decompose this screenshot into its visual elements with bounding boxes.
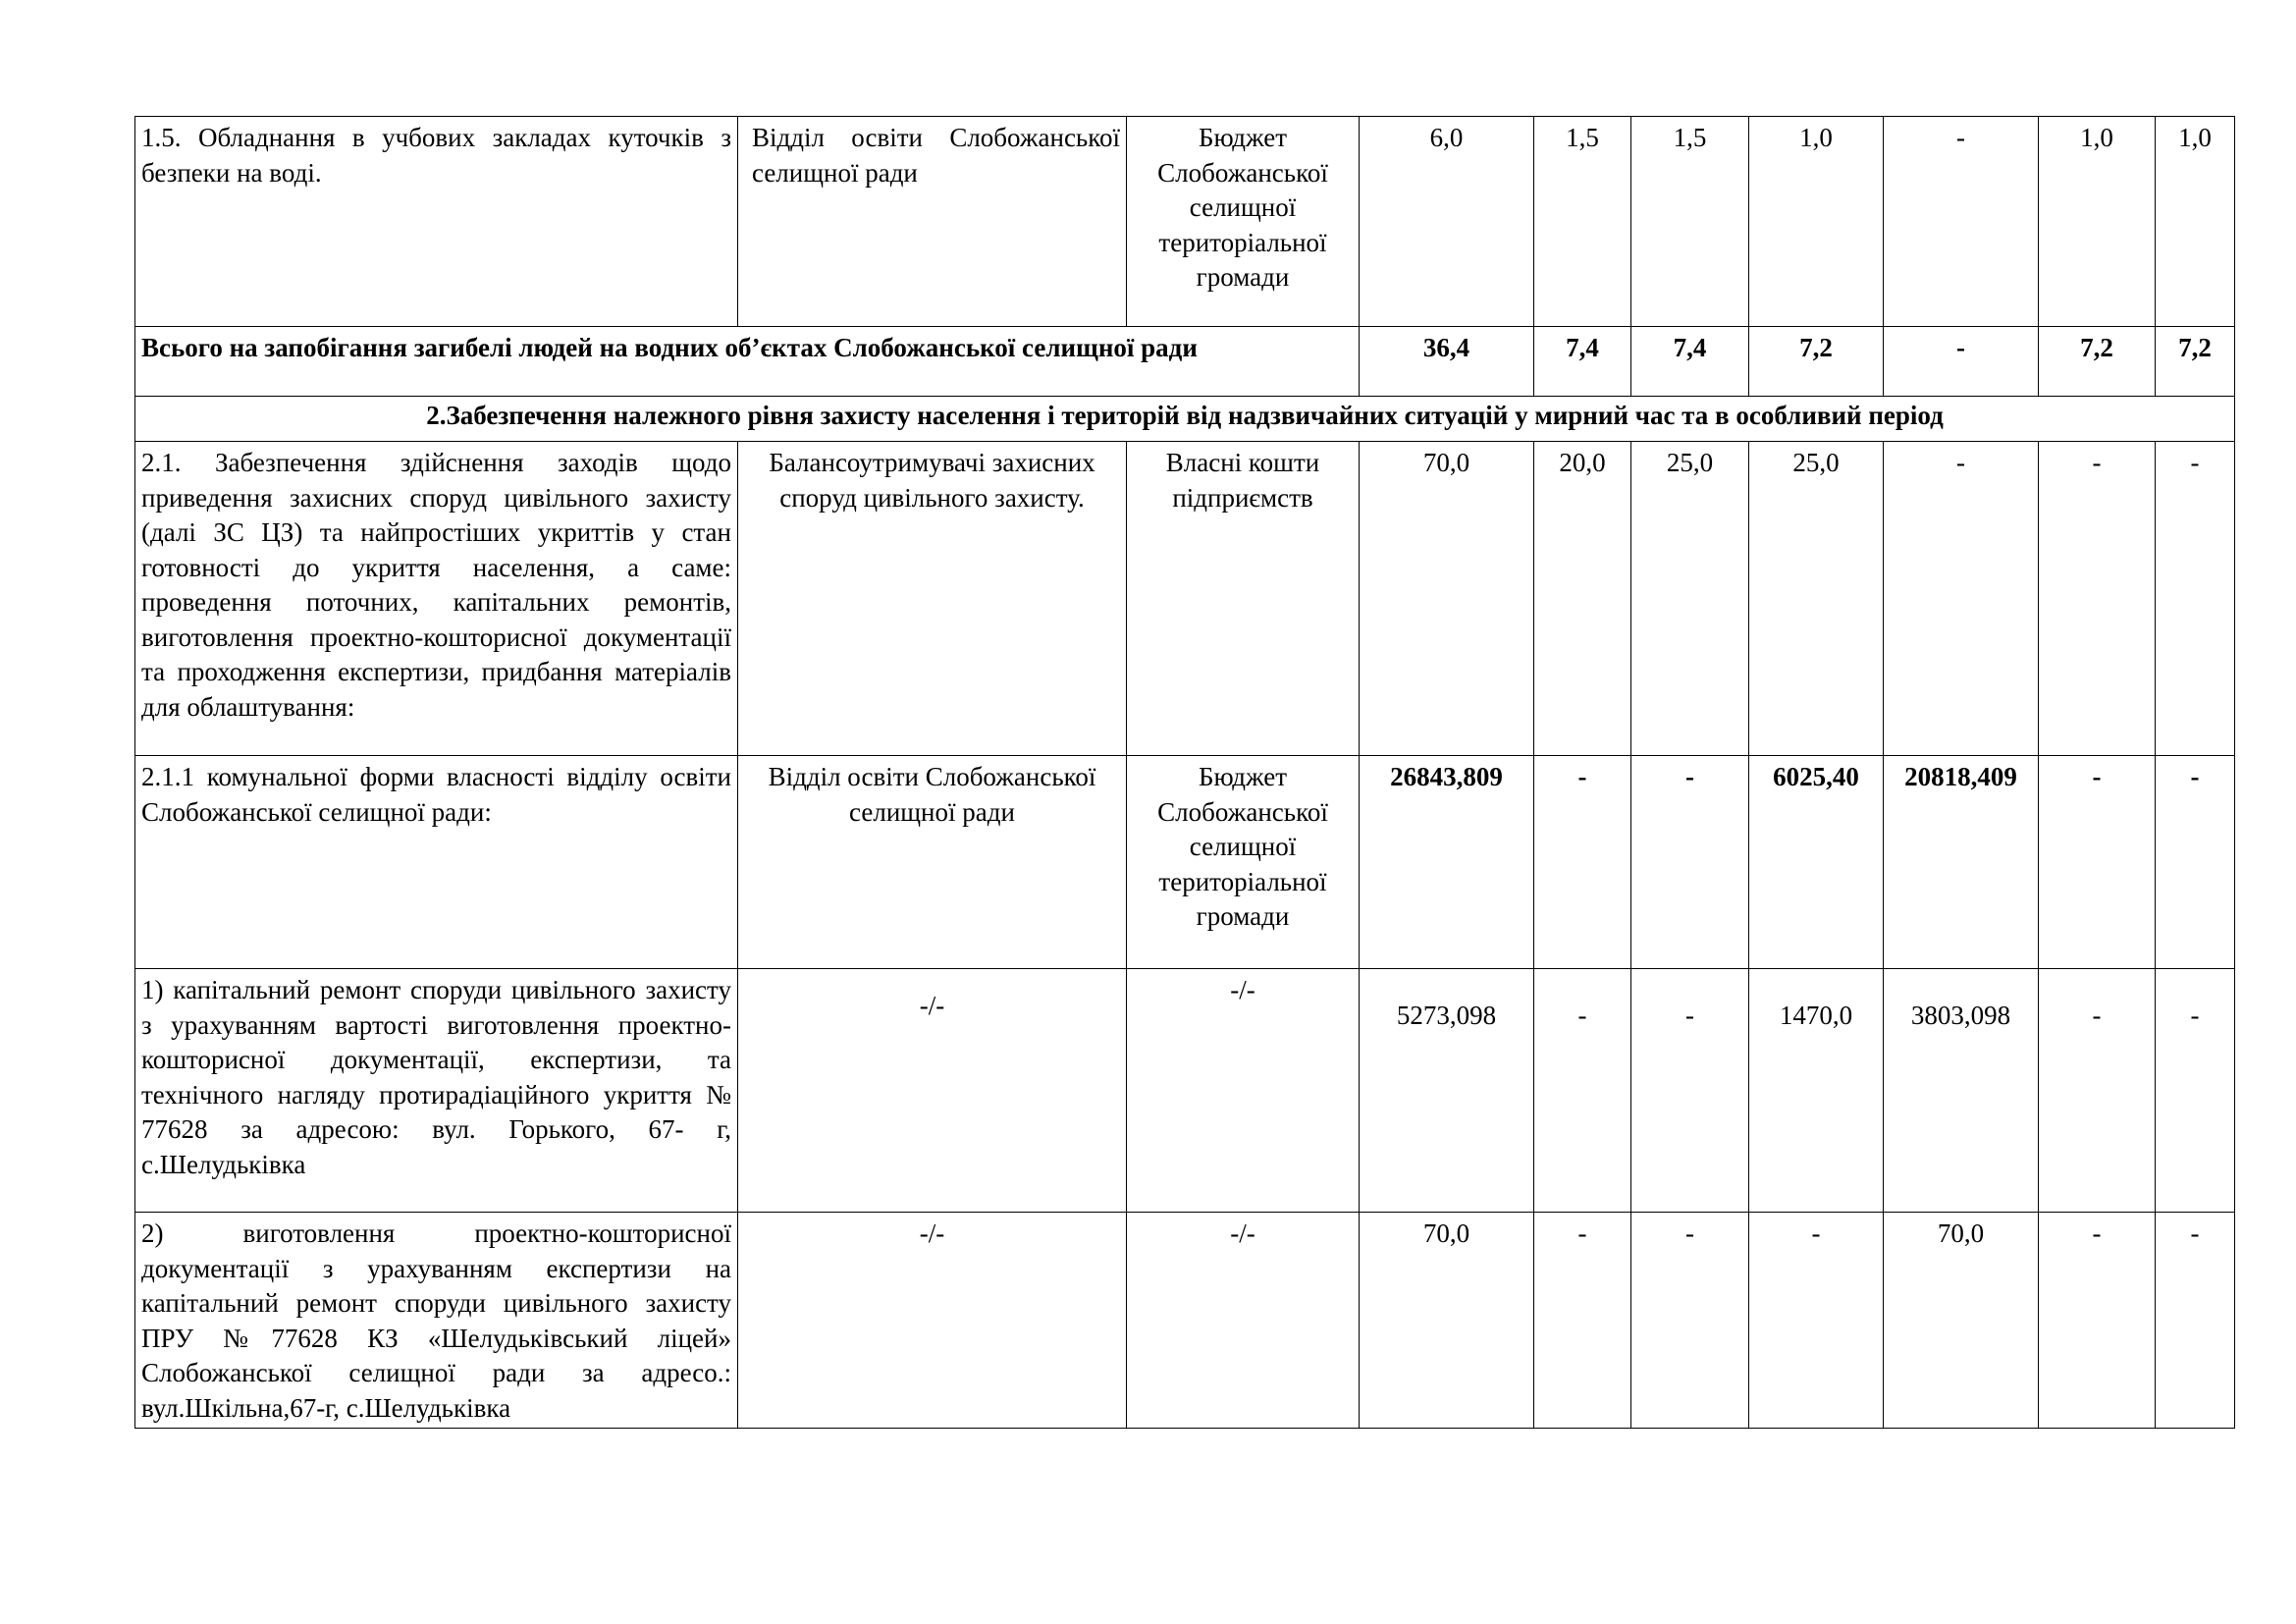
value-year-3: 6025,40 [1749, 756, 1884, 969]
table-row [135, 1213, 2235, 1429]
funding-source-cell: -/- [1127, 1213, 1360, 1429]
value-year-5: - [2039, 442, 2156, 756]
total-year-5: 7,2 [2039, 327, 2156, 397]
measure-description: 2.1.1 комунальної форми власності відділу освіти Слобожанської селищної ради: [135, 756, 738, 969]
funding-source-cell: Бюджет Слобожанської селищної територіальної громади [1127, 756, 1360, 969]
total-year-2: 7,4 [1631, 327, 1749, 397]
value-year-3: 25,0 [1749, 442, 1884, 756]
value-year-5: 1,0 [2039, 117, 2156, 327]
value-year-5: - [2039, 756, 2156, 969]
section-heading: 2.Забезпечення належного рівня захисту населення і територій від надзвичайних ситуацій у мирний час та в особливий період [135, 397, 2235, 442]
value-year-5: - [2039, 1213, 2156, 1429]
total-label: Всього на запобігання загибелі людей на водних об’єктах Слобожанської селищної ради [135, 327, 1360, 397]
executor-cell: Відділ освіти Слобожанської селищної ради [738, 756, 1127, 969]
value-total: 70,0 [1360, 442, 1534, 756]
value-year-4: 20818,409 [1884, 756, 2039, 969]
value-year-6: 1,0 [2156, 117, 2235, 327]
measure-description: 2) виготовлення проектно-кошторисної документації з урахуванням експертизи на капітальний ремонт споруди цивільного захисту ПРУ №77628 КЗ «Шелудьківський ліцей» Слобожанської селищної ради за адресо.: вул.Шкільна,67-г, с.Шелудьківка [135, 1213, 738, 1429]
measure-description: 1.5. Обладнання в учбових закладах куточків з безпеки на воді. [135, 117, 738, 327]
section-heading-row [135, 397, 2235, 442]
executor-cell: -/- [738, 1213, 1127, 1429]
program-table [134, 116, 2235, 1429]
value-year-1: - [1534, 969, 1631, 1213]
table-row [135, 969, 2235, 1213]
value-year-2: - [1631, 756, 1749, 969]
table-row [135, 117, 2235, 327]
value-year-2: - [1631, 1213, 1749, 1429]
value-year-3: - [1749, 1213, 1884, 1429]
value-year-1: 1,5 [1534, 117, 1631, 327]
value-year-6: - [2156, 1213, 2235, 1429]
total-value: 36,4 [1360, 327, 1534, 397]
total-year-4: - [1884, 327, 2039, 397]
value-year-6: - [2156, 442, 2235, 756]
value-total: 6,0 [1360, 117, 1534, 327]
value-year-2: 25,0 [1631, 442, 1749, 756]
value-total: 26843,809 [1360, 756, 1534, 969]
executor-cell: Відділ освіти Слобожанської селищної ради [738, 117, 1127, 327]
value-total: 5273,098 [1360, 969, 1534, 1213]
value-year-1: 20,0 [1534, 442, 1631, 756]
funding-source-cell: Бюджет Слобожанської селищної територіальної громади [1127, 117, 1360, 327]
value-year-4: 3803,098 [1884, 969, 2039, 1213]
total-year-1: 7,4 [1534, 327, 1631, 397]
funding-source-cell: -/- [1127, 969, 1360, 1213]
value-year-2: - [1631, 969, 1749, 1213]
value-year-4: - [1884, 442, 2039, 756]
value-year-3: 1,0 [1749, 117, 1884, 327]
measure-description: 2.1. Забезпечення здійснення заходів щодо приведення захисних споруд цивільного захисту (далі ЗС ЦЗ) та найпростіших укриттів у стан готовності до укриття населення, а саме: проведення поточних, капітальних ремонтів, виготовлення проектно-кошторисної документації та проходження експертизи, придбання матеріалів для облаштування: [135, 442, 738, 756]
value-year-1: - [1534, 1213, 1631, 1429]
table-row [135, 756, 2235, 969]
total-row [135, 327, 2235, 397]
value-year-2: 1,5 [1631, 117, 1749, 327]
value-total: 70,0 [1360, 1213, 1534, 1429]
value-year-6: - [2156, 756, 2235, 969]
executor-cell: -/- [738, 969, 1127, 1213]
total-year-6: 7,2 [2156, 327, 2235, 397]
value-year-4: - [1884, 117, 2039, 327]
value-year-6: - [2156, 969, 2235, 1213]
funding-source-cell: Власні кошти підприємств [1127, 442, 1360, 756]
value-year-1: - [1534, 756, 1631, 969]
value-year-5: - [2039, 969, 2156, 1213]
value-year-3: 1470,0 [1749, 969, 1884, 1213]
table-row [135, 442, 2235, 756]
measure-description: 1) капітальний ремонт споруди цивільного захисту з урахуванням вартості виготовлення проектно-кошторисної документації, експертизи, та технічного нагляду протирадіаційного укриття № 77628 за адресою: вул. Горького, 67- г, с.Шелудьківка [135, 969, 738, 1213]
value-year-4: 70,0 [1884, 1213, 2039, 1429]
executor-cell: Балансоутримувачі захисних споруд цивільного захисту. [738, 442, 1127, 756]
total-year-3: 7,2 [1749, 327, 1884, 397]
